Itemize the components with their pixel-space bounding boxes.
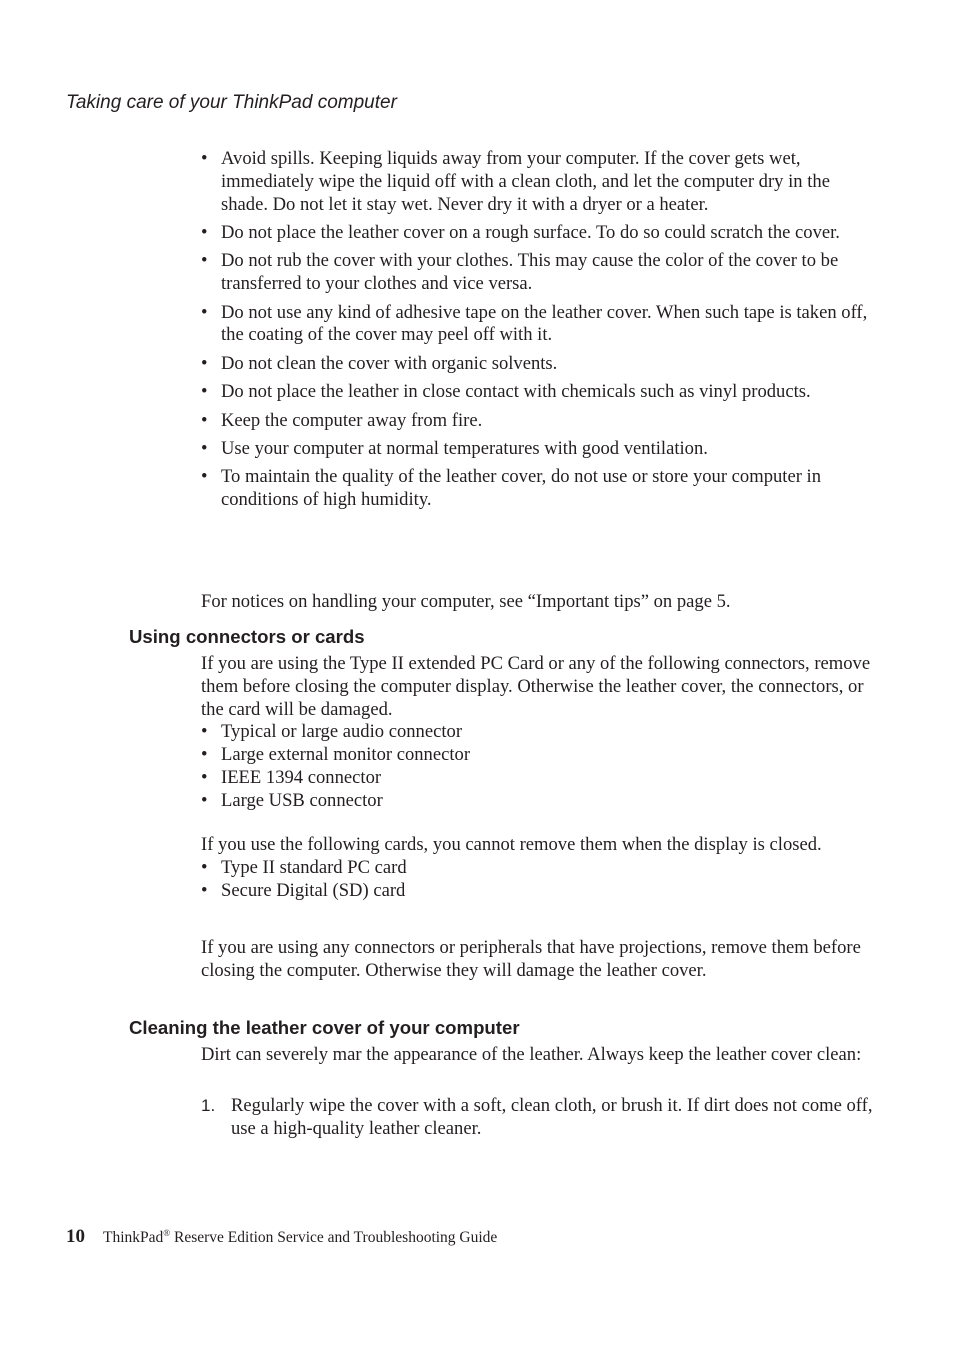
list-item: • Large external monitor connector: [201, 744, 873, 767]
list-item: • To maintain the quality of the leather cover, do not use or store your computer in conditions of high humidity.: [201, 466, 873, 512]
numbered-list: [201, 1095, 873, 1141]
connectors-block: [201, 653, 873, 813]
connector-list: [201, 721, 873, 812]
step-text: Regularly wipe the cover with a soft, clean cloth, or brush it. If dirt does not come off, use a high-quality leather cleaner.: [231, 1095, 873, 1139]
care-section: [201, 148, 873, 518]
list-item: • IEEE 1394 connector: [201, 767, 873, 790]
card-list: [201, 857, 873, 903]
cards-block: [201, 834, 873, 902]
cleaning-intro: Dirt can severely mar the appearance of the leather. Always keep the leather cover clean:: [201, 1044, 862, 1065]
connectors-intro: If you are using the Type II extended PC Card or any of the following connectors, remove them before closing the computer display. Otherwise the leather cover, the connectors, or the card will be damaged.: [201, 653, 871, 720]
list-item: • Do not clean the cover with organic solvents.: [201, 353, 873, 376]
list-item: • Use your computer at normal temperatures with good ventilation.: [201, 438, 873, 461]
list-item: [201, 1095, 873, 1141]
list-item: • Do not use any kind of adhesive tape on the leather cover. When such tape is taken off, the coating of the cover may peel off with it.: [201, 302, 873, 348]
page-number: 10: [66, 1226, 85, 1247]
footer-brand: ThinkPad: [103, 1229, 164, 1246]
section-heading-connectors: Using connectors or cards: [129, 626, 365, 647]
step-number: 1.: [201, 1096, 216, 1115]
registered-mark: ®: [163, 1228, 171, 1238]
list-item: • Secure Digital (SD) card: [201, 880, 873, 903]
list-item: • Do not place the leather in close contact with chemicals such as vinyl products.: [201, 381, 873, 404]
list-item: • Type II standard PC card: [201, 857, 873, 880]
page-footer: [66, 1221, 497, 1250]
notices-paragraph: For notices on handling your computer, see “Important tips” on page 5.: [201, 591, 731, 612]
list-item: • Avoid spills. Keeping liquids away from your computer. If the cover gets wet, immediately wipe the liquid off with a clean cloth, and let the computer dry in the shade. Do not let it stay wet. Never dry it with a dryer or a heater.: [201, 148, 873, 216]
cleaning-steps: [201, 1095, 873, 1141]
list-item: • Do not place the leather cover on a rough surface. To do so could scratch the cover.: [201, 222, 873, 245]
cards-intro: If you use the following cards, you cannot remove them when the display is closed.: [201, 834, 822, 855]
footer-title: Reserve Edition Service and Troubleshooting Guide: [170, 1229, 498, 1246]
list-item: • Do not rub the cover with your clothes. This may cause the color of the cover to be transferred to your clothes and vice versa.: [201, 250, 873, 296]
projections-paragraph: If you are using any connectors or peripherals that have projections, remove them before closing the computer. Otherwise they will damage the leather cover.: [201, 937, 861, 981]
section-heading-cleaning: Cleaning the leather cover of your computer: [129, 1017, 520, 1038]
care-bullet-list: [201, 148, 873, 512]
list-item: • Typical or large audio connector: [201, 721, 873, 744]
running-head: Taking care of your ThinkPad computer: [66, 92, 397, 113]
list-item: • Keep the computer away from fire.: [201, 410, 873, 433]
list-item: • Large USB connector: [201, 790, 873, 813]
